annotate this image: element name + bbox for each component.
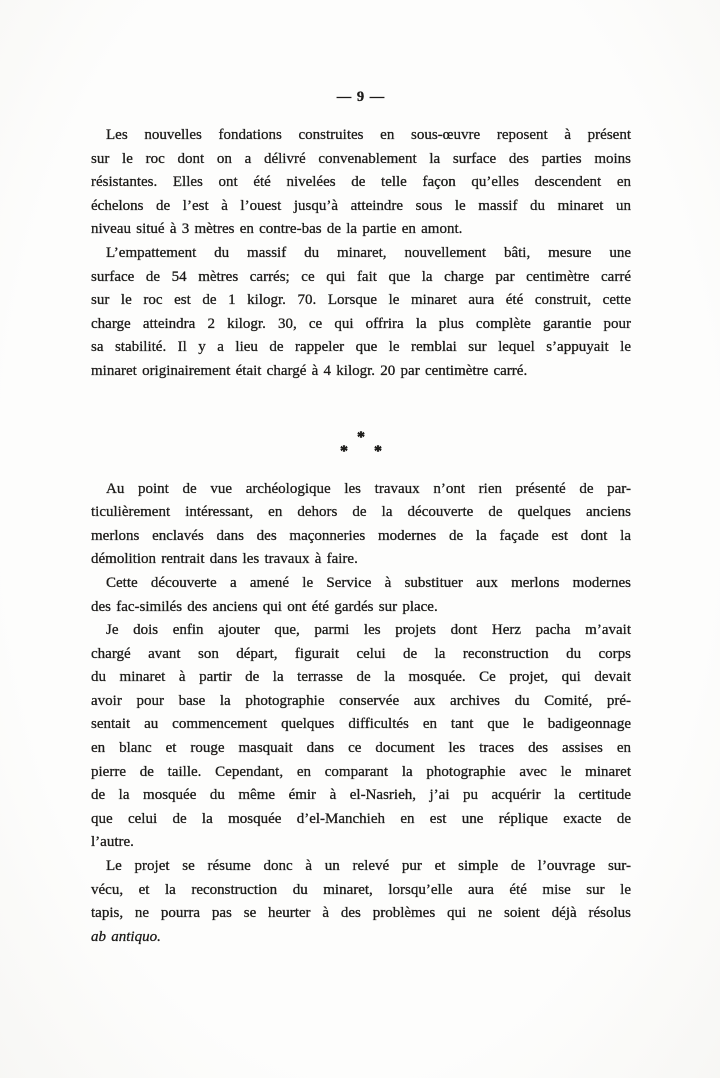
text-line: de la mosquée du même émir à el-Nasrieh, j’ai pu acquérir la certitude	[91, 787, 631, 804]
text-line: tapis, ne pourra pas se heurter à des problèmes qui ne soient déjà résolus	[91, 905, 631, 922]
text-line: Je dois enfin ajouter que, parmi les projets dont Herz pacha m’avait	[106, 622, 631, 639]
text-line: vécu, et la reconstruction du minaret, lorsqu’elle aura été mise sur le	[91, 881, 631, 898]
text-line: sentait au commencement quelques difficultés en tant que le badigeonnage	[91, 716, 631, 733]
text-line: l’autre.	[91, 834, 134, 851]
text-line: minaret originairement était chargé à 4 kilogr. 20 par centimètre carré.	[91, 362, 528, 379]
text-line: chargé avant son départ, figurait celui de la reconstruction du corps	[91, 645, 631, 662]
text-line: merlons enclavés dans des maçonneries modernes de la façade est dont la	[91, 527, 631, 544]
text-line: charge atteindra 2 kilogr. 30, ce qui offrira la plus complète garantie pour	[91, 315, 631, 332]
text-line: ticulièrement intéressant, en dehors de la découverte de quelques anciens	[91, 504, 631, 521]
paragraph	[91, 572, 631, 619]
text-line: surface de 54 mètres carrés; ce qui fait que la charge par centimètre carré	[91, 268, 631, 285]
text-line: en blanc et rouge masquait dans ce document les traces des assises en	[91, 740, 631, 757]
text-line: L’empattement du massif du minaret, nouvellement bâti, mesure une	[106, 244, 631, 261]
text-line: sur le roc est de 1 kilogr. 70. Lorsque le minaret aura été construit, cette	[91, 292, 631, 309]
text-line: des fac-similés des anciens qui ont été gardés sur place.	[91, 598, 438, 615]
paragraph	[91, 855, 631, 949]
text-line: échelons de l’est à l’ouest jusqu’à atteindre sous le massif du minaret un	[91, 197, 631, 214]
paragraph	[91, 242, 631, 384]
text-line: sur le roc dont on a délivré convenablement la surface des parties moins	[91, 150, 631, 167]
page-number: — 9 —	[336, 89, 386, 105]
text-line: avoir pour base la photographie conservée aux archives du Comité, pré-	[91, 692, 631, 709]
paragraph	[91, 478, 631, 572]
asterisk-icon: *	[357, 428, 365, 446]
asterisk-icon: *	[374, 442, 382, 460]
text-line: niveau situé à 3 mètres en contre-bas de la partie en amont.	[91, 221, 463, 238]
text-line: du minaret à partir de la terrasse de la mosquée. Ce projet, qui devait	[91, 669, 631, 686]
text-line: que celui de la mosquée d’el-Manchieh en est une réplique exacte de	[91, 810, 631, 827]
text-line: Au point de vue archéologique les travaux n’ont rien présenté de par-	[106, 480, 631, 497]
asterism-separator	[91, 428, 631, 460]
page-text	[91, 124, 631, 949]
text-line: pierre de taille. Cependant, en comparant la photographie avec le minaret	[91, 763, 631, 780]
text-line: Le projet se résume donc à un relevé pur et simple de l’ouvrage sur-	[106, 858, 631, 875]
text-line: Cette découverte a amené le Service à substituer aux merlons modernes	[106, 574, 631, 591]
text-line: Les nouvelles fondations construites en sous-œuvre reposent à présent	[106, 127, 631, 143]
text-line: démolition rentrait dans les travaux à faire.	[91, 551, 358, 568]
asterisk-icon: *	[340, 442, 348, 460]
text-line: sa stabilité. Il y a lieu de rappeler que le remblai sur lequel s’appuyait le	[91, 339, 631, 356]
paragraph	[91, 619, 631, 855]
paragraph	[91, 124, 631, 242]
text-line: résistantes. Elles ont été nivelées de telle façon qu’elles descendent en	[91, 174, 631, 191]
text-line: ab antiquo.	[91, 928, 161, 945]
